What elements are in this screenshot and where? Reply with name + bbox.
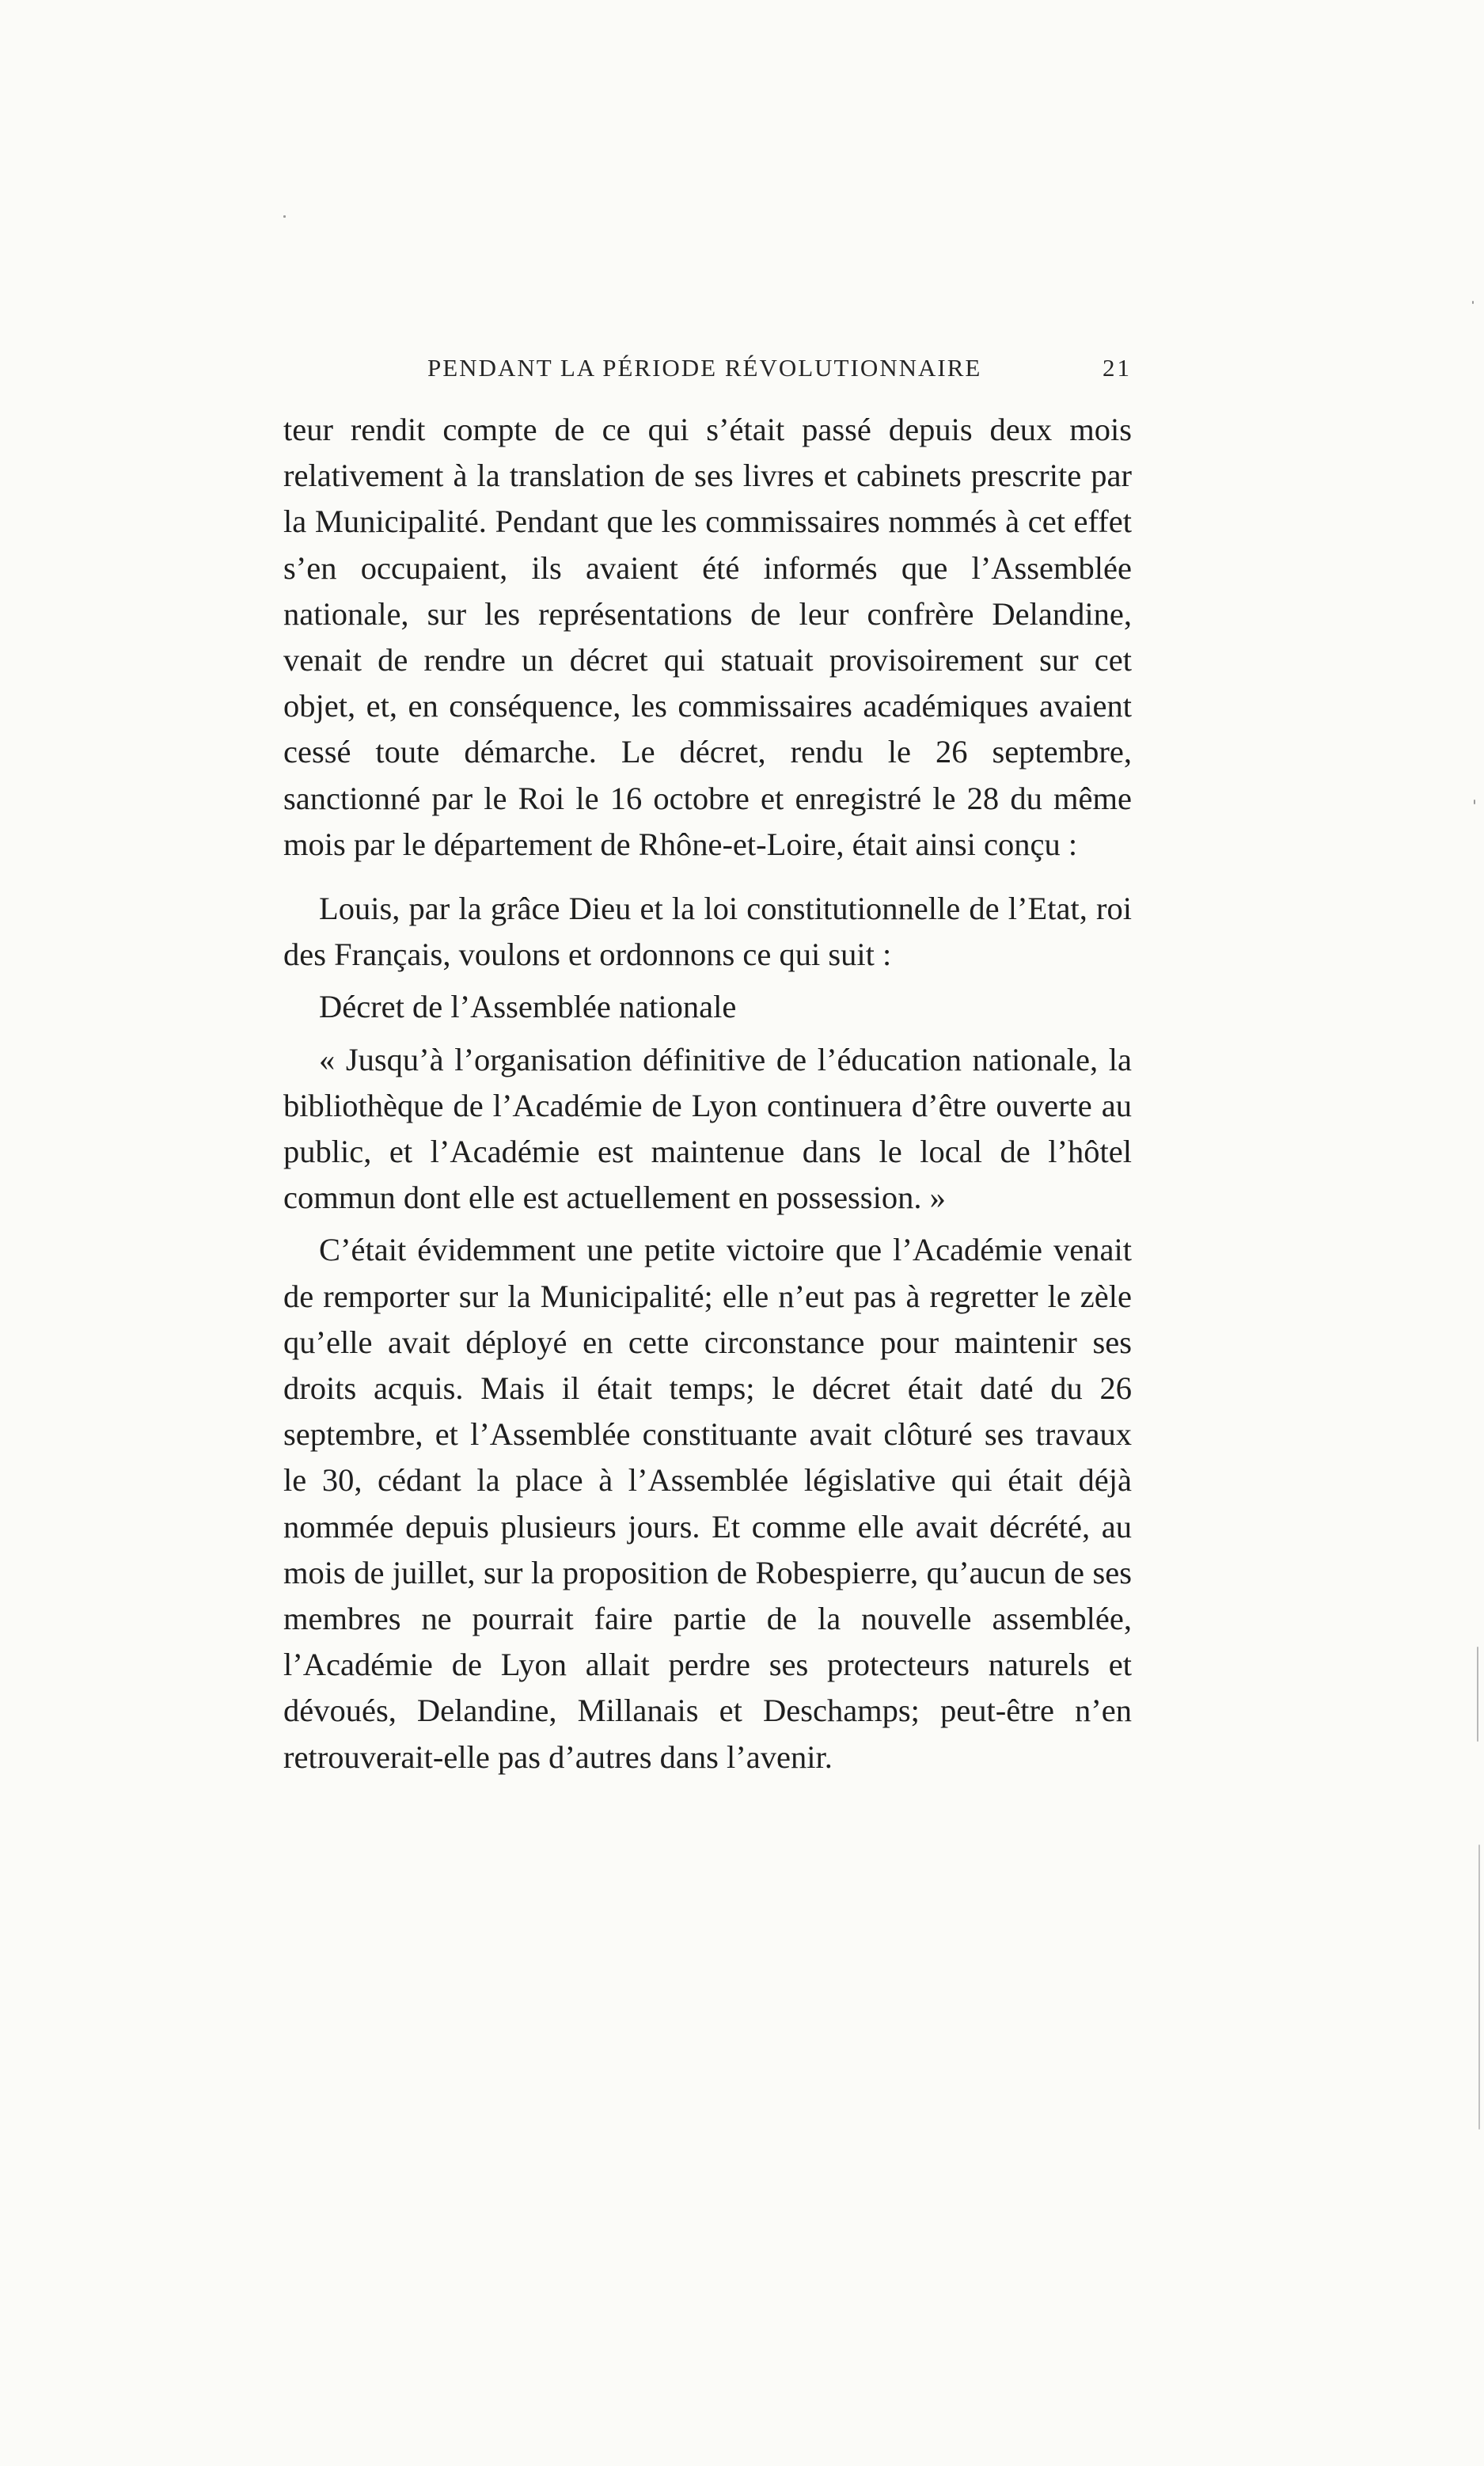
paragraph-4: « Jusqu’à l’organisation définitive de l’éducation nationale, la bibliothèque de l’Académie de Lyon continuera d’être ouverte au public, et l’Académie est maintenue dans le local de l’hôtel commun dont elle est actuellement en possession. » (283, 1041, 1132, 1216)
running-head (283, 348, 1132, 388)
scan-speck (283, 215, 286, 218)
body-text (283, 407, 1132, 1780)
page-number: 21 (1103, 354, 1132, 382)
scan-speck (1477, 1647, 1478, 1742)
paragraph-2: Louis, par la grâce Dieu et la loi constitutionnelle de l’Etat, roi des Français, voulons et ordonnons ce qui suit : (283, 891, 1132, 973)
scan-speck (1472, 301, 1474, 304)
paragraph-5: C’était évidemment une petite victoire que l’Académie venait de remporter sur la Municipalité; elle n’eut pas à regretter le zèle qu’elle avait déployé en cette circonstance pour maintenir ses droits acquis. Mais il était temps; le décret était daté du 26 septembre, et l’Assemblée constituante avait clôturé ses travaux le 30, cédant la place à l’Assemblée législative qui était déjà nommée depuis plusieurs jours. Et comme elle avait décrété, au mois de juillet, sur la proposition de Robespierre, qu’aucun de ses membres ne pourrait faire partie de la nouvelle assemblée, l’Académie de Lyon allait perdre ses protecteurs naturels et dévoués, Delandine, Millanais et Deschamps; peut-être n’en retrouverait-elle pas d’autres dans l’avenir. (283, 1232, 1132, 1775)
scan-speck (1474, 800, 1475, 804)
running-title: PENDANT LA PÉRIODE RÉVOLUTIONNAIRE (427, 354, 982, 382)
paragraph-1: teur rendit compte de ce qui s’était passé depuis deux mois relativement à la translation de ses livres et cabinets prescrite par la Municipalité. Pendant que les commissaires nommés à cet effet s’en occupaient, ils avaient été informés que l’Assemblée nationale, sur les représentations de leur confrère Delandine, venait de rendre un décret qui statuait provisoirement sur cet objet, et, en conséquence, les commissaires académiques avaient cessé toute démarche. Le décret, rendu le 26 septembre, sanctionné par le Roi le 16 octobre et enregistré le 28 du même mois par le département de Rhône-et-Loire, était ainsi conçu : (283, 412, 1132, 862)
paragraph-3: Décret de l’Assemblée nationale (319, 989, 737, 1025)
scan-speck (1478, 1845, 1480, 2130)
